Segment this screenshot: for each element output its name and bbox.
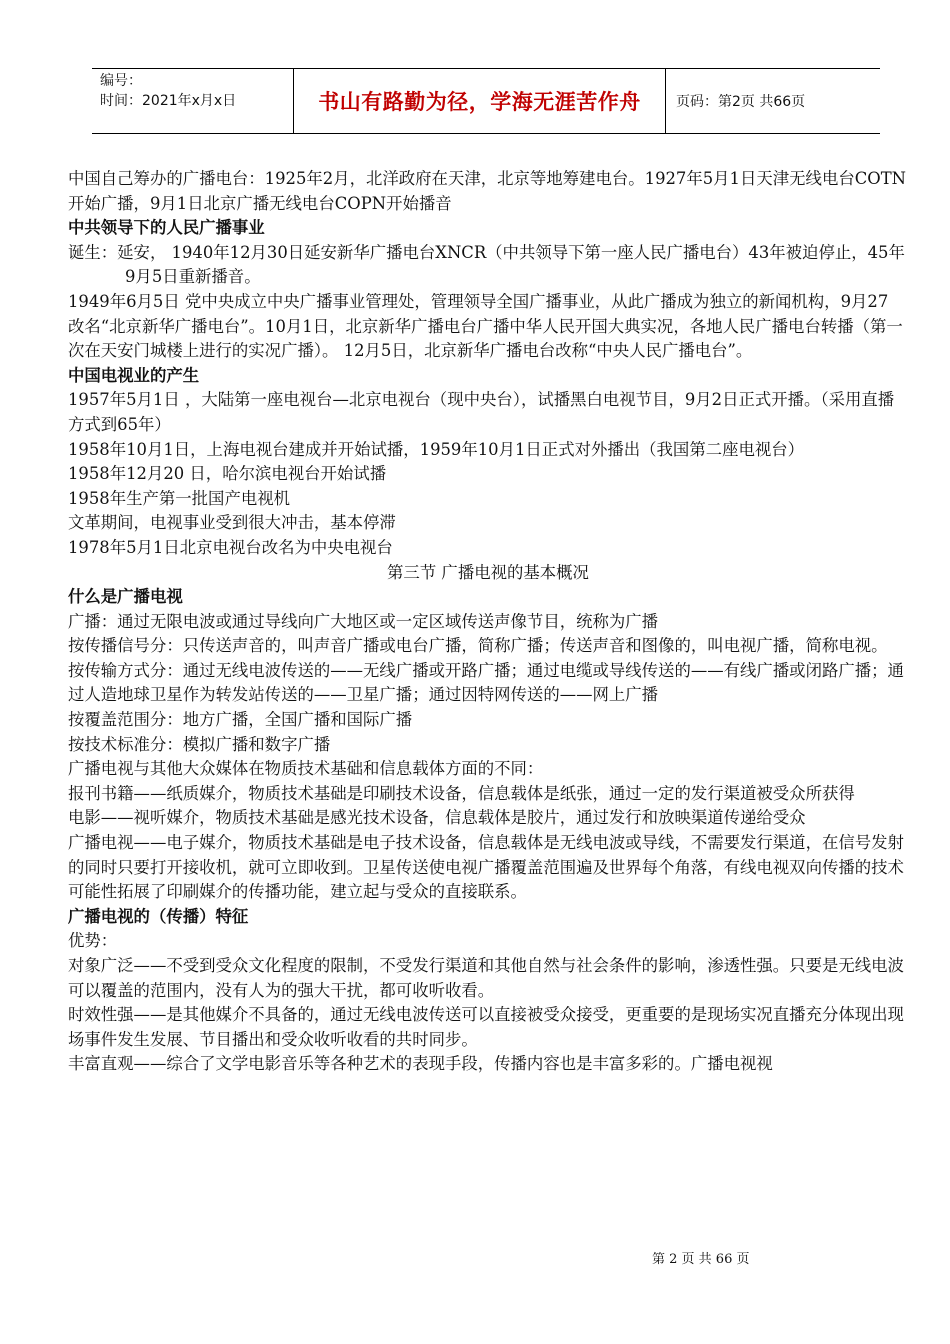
section-heading: 中共领导下的人民广播事业 <box>68 218 265 238</box>
paragraph: 1978年5月1日北京电视台改名为中央电视台 <box>68 537 393 557</box>
paragraph: 诞生：延安， 1940年12月30日延安新华广播电台XNCR（中共领导下第一座人民广播电台）43年被迫停止，45年9月5日重新播音。 <box>68 242 905 287</box>
document-body <box>68 167 908 1077</box>
page-footer: 第 2 页 共 66 页 <box>652 1252 750 1267</box>
paragraph: 优势： <box>68 931 118 951</box>
page-info: 页码：第2页 共66页 <box>676 94 806 110</box>
paragraph: 广播电视——电子媒介，物质技术基础是电子技术设备，信息载体是无线电波或导线，不需要发行渠道，在信号发射的同时只要打开接收机，就可立即收到。卫星传送使电视广播覆盖范围遍及世界每个角落，有线电视双向传播的技术可能性拓展了印刷媒介的传播功能，建立起与受众的直接联系。 <box>68 833 904 902</box>
paragraph: 按覆盖范围分：地方广播，全国广播和国际广播 <box>68 710 413 730</box>
paragraph: 1958年12月20 日，哈尔滨电视台开始试播 <box>68 464 387 484</box>
paragraph: 1958年10月1日，上海电视台建成并开始试播，1959年10月1日正式对外播出（我国第二座电视台） <box>68 439 805 459</box>
paragraph: 广播：通过无限电波或通过导线向广大地区或一定区域传送声像节目，统称为广播 <box>68 611 659 631</box>
paragraph: 时效性强——是其他媒介不具备的，通过无线电波传送可以直接被受众接受，更重要的是现场实况直播充分体现出现场事件发生发展、节目播出和受众收听收看的共时同步。 <box>68 1005 904 1049</box>
paragraph: 1958年生产第一批国产电视机 <box>68 488 291 508</box>
section-heading: 广播电视的（传播）特征 <box>68 906 249 926</box>
paragraph: 1957年5月1日 ，大陆第一座电视台—北京电视台（现中央台），试播黑白电视节目，9月2日正式开播。（采用直播方式到65年） <box>68 390 895 434</box>
paragraph: 文革期间，电视事业受到很大冲击，基本停滞 <box>68 513 396 533</box>
paragraph: 对象广泛——不受到受众文化程度的限制，不受发行渠道和其他自然与社会条件的影响，渗透性强。只要是无线电波可以覆盖的范围内，没有人为的强大干扰，都可收听收看。 <box>68 956 904 1000</box>
section-title: 第三节 广播电视的基本概况 <box>387 562 589 582</box>
paragraph: 按传输方式分：通过无线电波传送的——无线广播或开路广播；通过电缆或导线传送的——有线广播或闭路广播；通过人造地球卫星作为转发站传送的——卫星广播；通过因特网传送的——网上广播 <box>68 660 904 705</box>
paragraph: 广播电视与其他大众媒体在物质技术基础和信息载体方面的不同： <box>68 759 544 779</box>
header-meta <box>92 69 294 133</box>
motto: 书山有路勤为径，学海无涯苦作舟 <box>294 69 666 133</box>
section-heading: 什么是广播电视 <box>68 587 183 607</box>
paragraph: 按技术标准分：模拟广播和数字广播 <box>68 734 331 754</box>
header-table <box>92 68 880 134</box>
section-heading: 中国电视业的产生 <box>68 365 200 385</box>
paragraph: 丰富直观——综合了文学电影音乐等各种艺术的表现手段，传播内容也是丰富多彩的。广播电视视 <box>68 1054 773 1074</box>
paragraph: 中国自己筹办的广播电台：1925年2月，北洋政府在天津，北京等地筹建电台。1927年5月1日天津无线电台COTN开始广播，9月1日北京广播无线电台COPN开始播音 <box>68 169 906 213</box>
paragraph: 1949年6月5日 党中央成立中央广播事业管理处，管理领导全国广播事业，从此广播成为独立的新闻机构，9月27 改名“北京新华广播电台”。10月1日，北京新华广播电台广播中华人民开国大典实况，各地人民广播电台转播（第一次在天安门城楼上进行的实况广播）。 12月5日，北京新华广播电台改称“中央人民广播电台”。 <box>68 291 903 361</box>
paragraph: 电影——视听媒介，物质技术基础是感光技术设备，信息载体是胶片，通过发行和放映渠道传递给受众 <box>68 808 806 828</box>
serial-label: 编号： <box>100 73 142 89</box>
paragraph: 按传播信号分：只传送声音的，叫声音广播或电台广播，简称广播；传送声音和图像的，叫电视广播，简称电视。 <box>68 636 888 656</box>
time-label: 时间：2021年x月x日 <box>100 93 237 109</box>
paragraph: 报刊书籍——纸质媒介，物质技术基础是印刷技术设备，信息载体是纸张，通过一定的发行渠道被受众所获得 <box>68 783 855 803</box>
